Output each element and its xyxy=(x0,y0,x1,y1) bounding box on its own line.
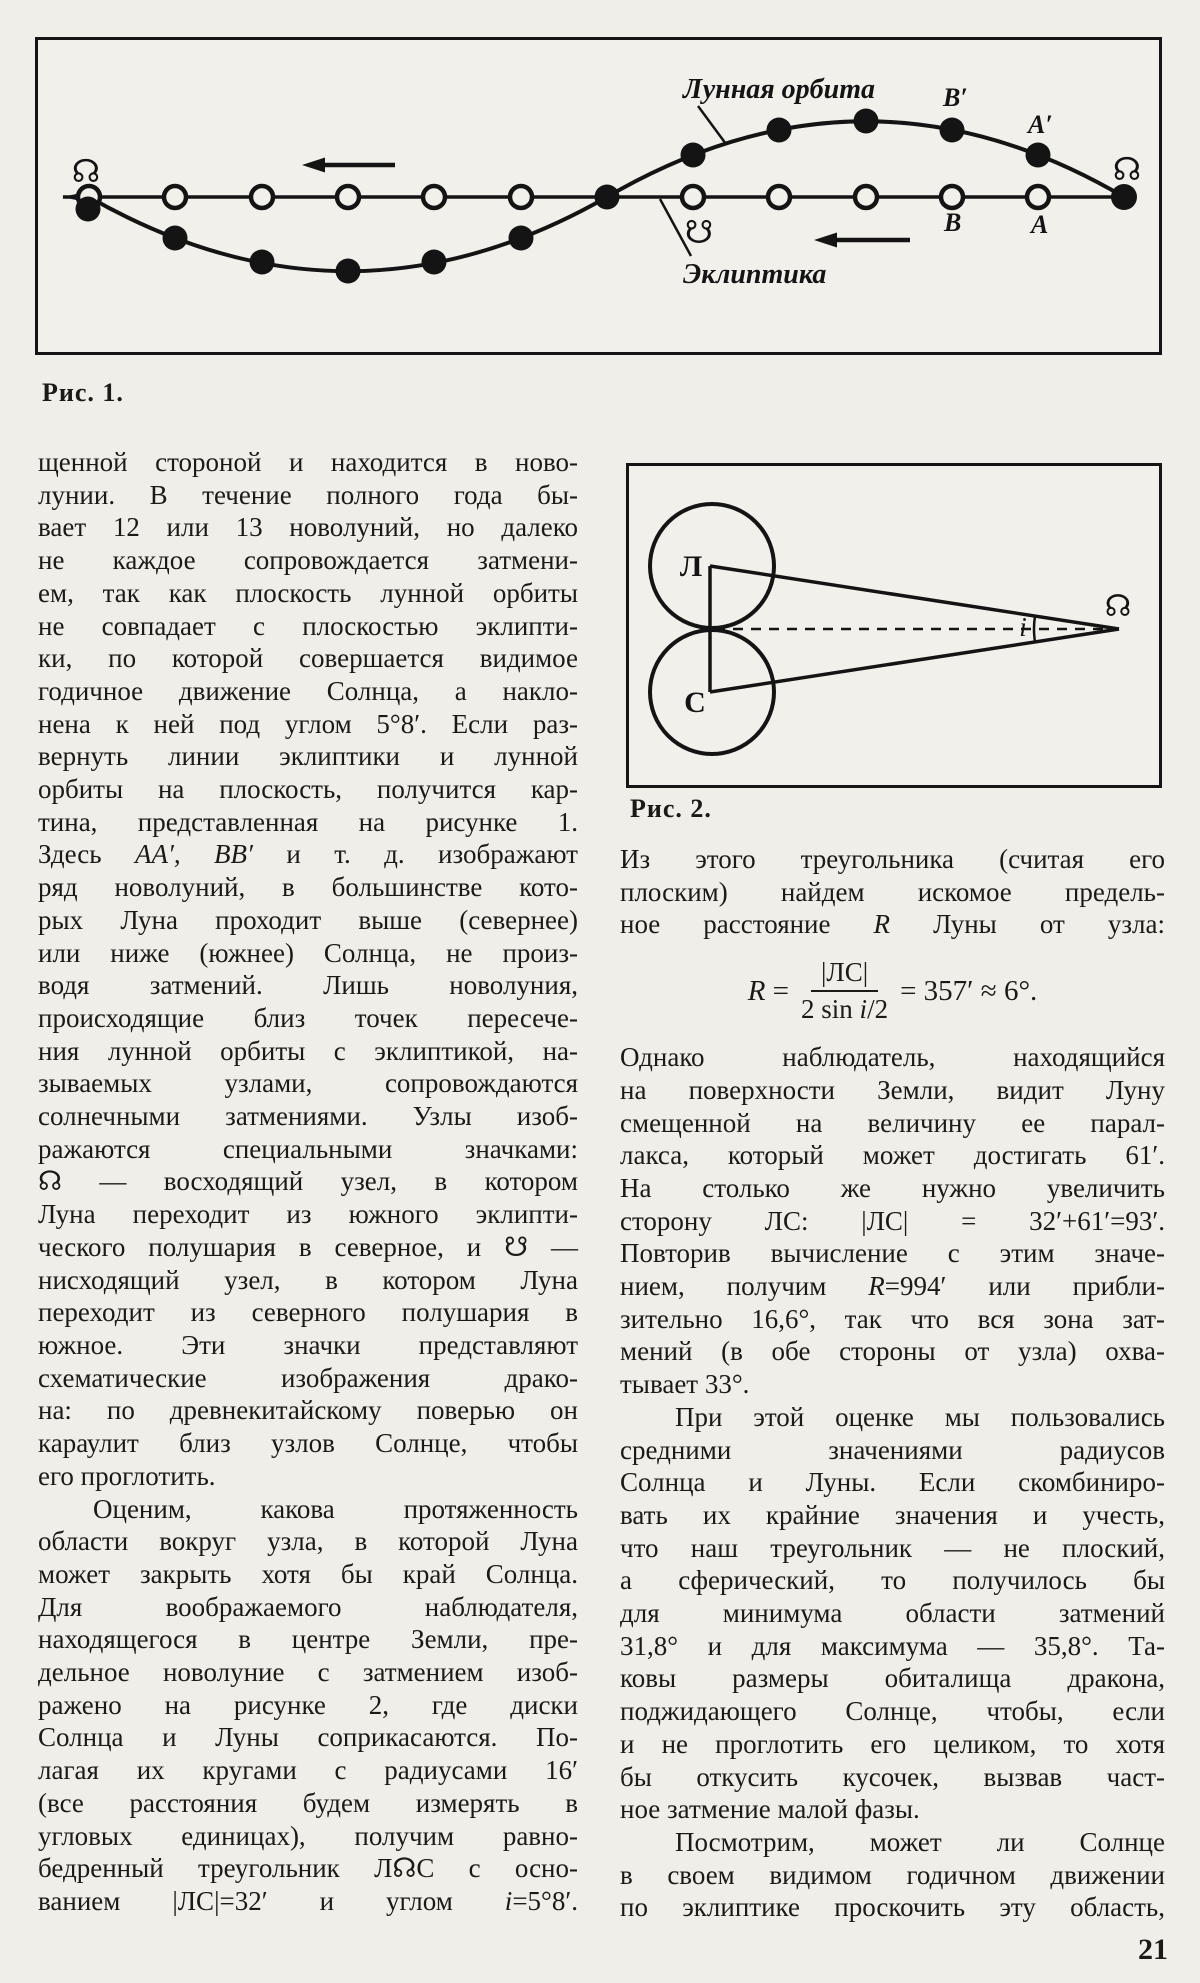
text-line: лакса, который может достигать 61′. xyxy=(620,1140,1165,1171)
right-column-bottom-lines xyxy=(620,1041,1165,1924)
text-line: ческого полушария в северное, и ☋ — xyxy=(38,1231,578,1262)
text-line: нена к ней под углом 5°8′. Если раз- xyxy=(38,708,578,739)
text-line: водя затмений. Лишь новолуния, xyxy=(38,970,578,1001)
text-line: ное затмение малой фазы. xyxy=(620,1794,920,1825)
text-line: или ниже (южнее) Солнца, не произ- xyxy=(38,937,578,968)
text-line: нисходящий узел, в котором Луна xyxy=(38,1264,578,1295)
text-line: в своем видимом годичном движении xyxy=(620,1859,1165,1890)
text-line: Оценим, какова протяженность xyxy=(93,1493,578,1524)
text-line: нием, получим R=994′ или прибли- xyxy=(620,1271,1165,1302)
text-line: на: по древнекитайскому поверью он xyxy=(38,1395,578,1426)
figure-2-canvas xyxy=(629,466,1153,779)
text-line: и не проглотить его целиком, то хотя xyxy=(620,1728,1165,1759)
right-arrow-head-icon xyxy=(814,233,837,248)
text-line: дельное новолуние с затмением изоб- xyxy=(38,1657,578,1688)
text-line: Из этого треугольника (считая его xyxy=(620,844,1165,874)
text-line: Солнца и Луны. Если скомбиниро- xyxy=(620,1467,1165,1498)
text-line: лунии. В течение полного года бы- xyxy=(38,479,578,510)
lunar-orbit-label: Лунная орбита xyxy=(683,74,876,105)
point-label-a: A xyxy=(1031,210,1049,239)
text-line: Для воображаемого наблюдателя, xyxy=(38,1591,578,1622)
left-text-column xyxy=(38,446,578,1918)
point-label-a-prime: A′ xyxy=(1028,110,1053,139)
right-text-column xyxy=(620,843,1165,1924)
moon-dot xyxy=(336,259,361,284)
text-line: лагая их кругами с радиусами 16′ xyxy=(38,1755,578,1786)
text-line: 31,8° и для максимума — 35,8°. Та- xyxy=(620,1630,1165,1661)
sun-circle xyxy=(941,186,963,208)
text-line: а сферический, то получилось бы xyxy=(620,1565,1165,1596)
formula-lhs: R = xyxy=(747,974,790,1007)
text-line: вернуть линии эклиптики и лунной xyxy=(38,741,578,772)
text-line: области вокруг узла, в которой Луна xyxy=(38,1526,578,1557)
moon-dot-node-eclipse xyxy=(76,197,101,222)
text-line: Луна переходит из южного эклипти- xyxy=(38,1199,578,1230)
text-line: вать их крайние значения и учесть, xyxy=(620,1499,1165,1530)
text-line: ряд новолуний, в большинстве кото- xyxy=(38,872,578,903)
left-arrow-head-icon xyxy=(302,158,325,173)
text-line: ванием |ЛС|=32′ и углом i=5°8′. xyxy=(38,1885,578,1916)
text-line: ния лунной орбиты с эклиптикой, на- xyxy=(38,1035,578,1066)
text-line: плоским) найдем искомое предель- xyxy=(620,876,1165,907)
text-line: тина, представленная на рисунке 1. xyxy=(38,806,578,837)
sun-circle xyxy=(682,186,704,208)
angle-arc xyxy=(1034,616,1035,642)
text-line: находящегося в центре Земли, пре- xyxy=(38,1624,578,1655)
moon-dot xyxy=(250,250,275,275)
figure-1-canvas xyxy=(38,40,1159,352)
figure-1-caption: Рис. 1. xyxy=(42,378,124,407)
text-line: смещенной на величину ее парал- xyxy=(620,1107,1165,1138)
sun-circle xyxy=(1027,186,1049,208)
text-line: бедренный треугольник Л☊С с осно- xyxy=(38,1853,578,1884)
text-line: ки, по которой совершается видимое xyxy=(38,643,578,674)
text-line: годичное движение Солнца, а накло- xyxy=(38,675,578,706)
lunar-orbit-pointer-line xyxy=(698,106,726,144)
triangle-upper-side xyxy=(710,566,1119,629)
text-line: ем, так как плоскость лунной орбиты xyxy=(38,577,578,608)
sun-circle xyxy=(423,186,445,208)
text-line: Здесь AA′, BB′ и т. д. изображают xyxy=(38,839,578,870)
sun-circle xyxy=(768,186,790,208)
point-label-b-prime: B′ xyxy=(943,83,968,112)
text-line: схематические изображения драко- xyxy=(38,1362,578,1393)
point-label-b: B xyxy=(944,208,962,237)
moon-dot xyxy=(509,226,534,251)
text-line: Посмотрим, может ли Солнце xyxy=(675,1826,1165,1857)
text-line: рых Луна проходит выше (севернее) xyxy=(38,904,578,935)
text-line: Солнца и Луны соприкасаются. По- xyxy=(38,1722,578,1753)
text-line: для минимума области затмений xyxy=(620,1598,1165,1629)
text-line: караулит близ узлов Солнце, чтобы xyxy=(38,1428,578,1459)
text-line: сторону ЛС: |ЛС| = 32′+61′=93′. xyxy=(620,1205,1165,1236)
text-line: ☊ — восходящий узел, в котором xyxy=(38,1166,578,1197)
text-line: средними значениями радиусов xyxy=(620,1434,1165,1465)
text-line: южное. Эти значки представляют xyxy=(38,1329,578,1360)
text-line: орбиты на плоскость, получится кар- xyxy=(38,774,578,805)
text-line: На столько же нужно увеличить xyxy=(620,1172,1165,1203)
moon-dot-node-eclipse xyxy=(595,185,620,210)
sun-circle xyxy=(337,186,359,208)
fraction-numerator: |ЛС| xyxy=(811,957,878,992)
text-line: угловых единицах), получим равно- xyxy=(38,1820,578,1851)
fraction-denominator: 2 sin i/2 xyxy=(801,994,889,1025)
formula-fraction xyxy=(801,957,888,1025)
text-line: ражено на рисунке 2, где диски xyxy=(38,1689,578,1720)
text-line: мений (в обе стороны от узла) охва- xyxy=(620,1336,1165,1367)
text-line: не совпадает с плоскостью эклипти- xyxy=(38,610,578,641)
text-line: Однако наблюдатель, находящийся xyxy=(620,1042,1165,1073)
text-line: вает 12 или 13 новолуний, но далеко xyxy=(38,512,578,543)
text-line: что наш треугольник — не плоский, xyxy=(620,1532,1165,1563)
sun-label: С xyxy=(684,686,706,719)
text-line: ное расстояние R Луны от узла: xyxy=(620,909,1165,940)
moon-dot xyxy=(163,226,188,251)
text-line: не каждое сопровождается затмени- xyxy=(38,545,578,576)
sun-circle xyxy=(251,186,273,208)
text-line: Повторив вычисление с этим значе- xyxy=(620,1238,1165,1269)
moon-dot xyxy=(854,109,879,134)
text-line: солнечными затмениями. Узлы изоб- xyxy=(38,1101,578,1132)
triangle-lower-side xyxy=(710,629,1119,692)
text-line: переходит из северного полушария в xyxy=(38,1297,578,1328)
sun-circle xyxy=(855,186,877,208)
distance-formula xyxy=(620,941,1165,1041)
text-line: зительно 16,6°, так что вся зона зат- xyxy=(620,1303,1165,1334)
text-line: поджидающего Солнце, чтобы, если xyxy=(620,1696,1165,1727)
descending-node-icon: ☋ xyxy=(684,213,714,251)
text-line: тывает 33°. xyxy=(620,1369,750,1400)
text-line: При этой оценке мы пользовались xyxy=(675,1401,1165,1432)
text-line: его проглотить. xyxy=(38,1460,216,1491)
text-line: происходящие близ точек пересече- xyxy=(38,1002,578,1033)
inclination-angle-label: i xyxy=(1019,612,1027,642)
page-number: 21 xyxy=(1138,1933,1168,1966)
text-line: бы откусить кусочек, вызвав част- xyxy=(620,1761,1165,1792)
text-line: зываемых узлами, сопровождаются xyxy=(38,1068,578,1099)
text-line: на поверхности Земли, видит Луну xyxy=(620,1074,1165,1105)
formula-result: = 357′ ≈ 6°. xyxy=(900,974,1038,1007)
ecliptic-label: Эклиптика xyxy=(683,259,827,290)
moon-dot xyxy=(422,250,447,275)
figure-2-eclipse-triangle-diagram xyxy=(626,463,1162,788)
text-line: щенной стороной и находится в ново- xyxy=(38,447,578,477)
ascending-node-icon: ☊ xyxy=(71,152,101,190)
text-line: ражаются специальными значками: xyxy=(38,1133,578,1164)
text-line: может закрыть хотя бы край Солнца. xyxy=(38,1558,578,1589)
text-line: (все расстояния будем измерять в xyxy=(38,1787,578,1818)
moon-dot xyxy=(681,143,706,168)
figure-2-caption: Рис. 2. xyxy=(630,794,712,823)
sun-circle xyxy=(510,186,532,208)
moon-dot xyxy=(940,118,965,143)
figure-1-lunar-orbit-diagram xyxy=(35,37,1162,355)
ascending-node-icon: ☊ xyxy=(1112,150,1142,188)
sun-circle xyxy=(164,186,186,208)
right-column-top-lines xyxy=(620,843,1165,941)
moon-dot xyxy=(1026,143,1051,168)
moon-dot xyxy=(767,118,792,143)
text-line: ковы размеры обиталища дракона, xyxy=(620,1663,1165,1694)
text-line: по эклиптике проскочить эту область, xyxy=(620,1892,1165,1923)
ascending-node-icon: ☊ xyxy=(1104,589,1132,624)
moon-label: Л xyxy=(679,550,703,583)
